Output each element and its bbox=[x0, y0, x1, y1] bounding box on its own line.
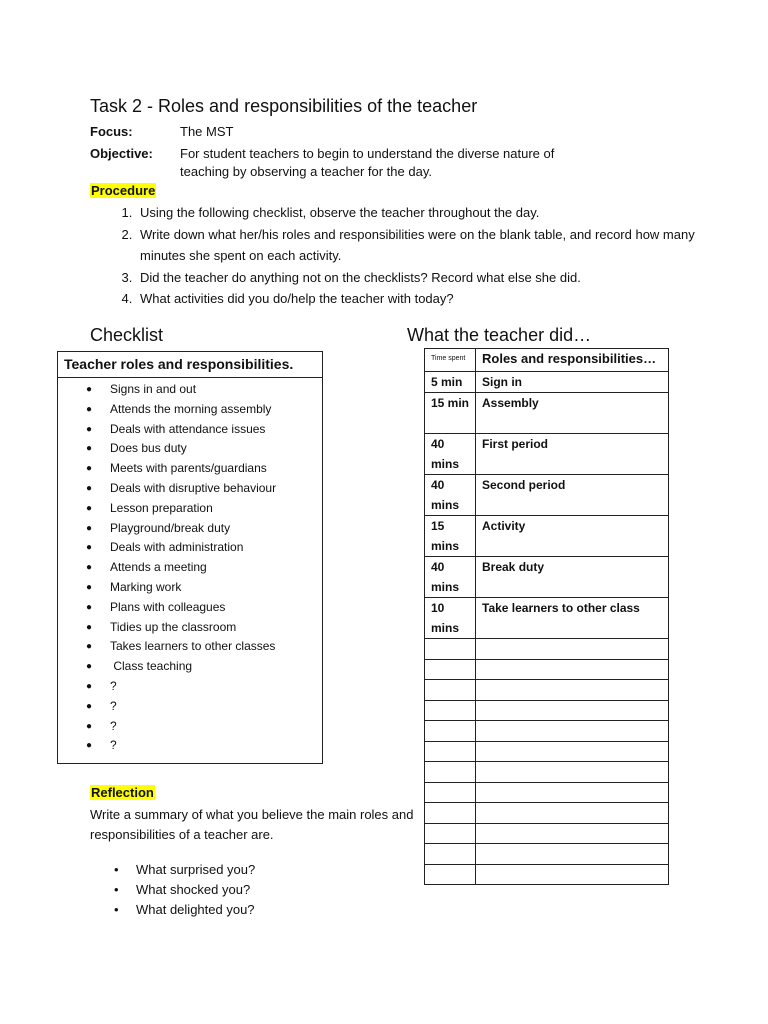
checklist-item bbox=[58, 677, 322, 697]
bullet-icon: ● bbox=[86, 562, 93, 574]
checklist-item bbox=[58, 736, 322, 756]
time-spent-header: Time spent bbox=[425, 349, 476, 372]
checklist-item bbox=[58, 618, 322, 638]
checklist-item-text: Class teaching bbox=[110, 659, 193, 674]
checklist-item bbox=[58, 578, 322, 598]
bullet-icon: ● bbox=[86, 680, 93, 692]
bullet-icon: • bbox=[114, 902, 119, 917]
table-row bbox=[425, 557, 669, 598]
reflection-questions bbox=[90, 860, 255, 920]
checklist-item bbox=[58, 439, 322, 459]
reflection-question bbox=[90, 900, 255, 920]
checklist-item-text: Plans with colleagues bbox=[110, 599, 226, 614]
blank-role-cell[interactable] bbox=[476, 700, 669, 721]
blank-time-cell[interactable] bbox=[425, 659, 476, 680]
blank-row bbox=[425, 762, 669, 783]
role-cell: Activity bbox=[476, 516, 669, 557]
checklist-item bbox=[58, 420, 322, 440]
blank-time-cell[interactable] bbox=[425, 721, 476, 742]
checklist-item bbox=[58, 499, 322, 519]
bullet-icon: ● bbox=[86, 384, 93, 395]
bullet-icon: ● bbox=[86, 720, 93, 732]
checklist-items bbox=[58, 378, 322, 756]
checklist-item-text: Tidies up the classroom bbox=[110, 619, 237, 634]
time-cell: 40 mins bbox=[425, 557, 476, 598]
checklist-item-text: ? bbox=[110, 698, 117, 713]
blank-row bbox=[425, 803, 669, 824]
time-cell: 5 min bbox=[425, 372, 476, 393]
blank-row bbox=[425, 659, 669, 680]
focus-label: Focus: bbox=[90, 124, 133, 139]
blank-time-cell[interactable] bbox=[425, 741, 476, 762]
reflection-question bbox=[90, 880, 255, 900]
reflection-label: Reflection bbox=[91, 785, 154, 800]
blank-row bbox=[425, 700, 669, 721]
bullet-icon: ● bbox=[86, 700, 93, 712]
checklist-item bbox=[58, 657, 322, 677]
blank-time-cell[interactable] bbox=[425, 803, 476, 824]
time-cell: 15 min bbox=[425, 393, 476, 434]
blank-row bbox=[425, 741, 669, 762]
blank-time-cell[interactable] bbox=[425, 782, 476, 803]
bullet-icon: ● bbox=[86, 403, 93, 415]
blank-role-cell[interactable] bbox=[476, 823, 669, 844]
bullet-icon: ● bbox=[86, 740, 93, 752]
table-header-row bbox=[425, 349, 669, 372]
time-cell: 15 mins bbox=[425, 516, 476, 557]
blank-role-cell[interactable] bbox=[476, 639, 669, 660]
reflection-text: Write a summary of what you believe the main roles and responsibilities of a teacher are. bbox=[90, 807, 414, 842]
bullet-icon: • bbox=[114, 862, 119, 877]
table-row bbox=[425, 516, 669, 557]
checklist-item-text: Lesson preparation bbox=[110, 500, 213, 515]
checklist-item bbox=[58, 519, 322, 539]
role-cell: Break duty bbox=[476, 557, 669, 598]
checklist-item bbox=[58, 538, 322, 558]
checklist-item-text: Playground/break duty bbox=[110, 520, 231, 535]
time-cell: 10 mins bbox=[425, 598, 476, 639]
reflection-heading bbox=[90, 785, 155, 801]
blank-time-cell[interactable] bbox=[425, 823, 476, 844]
checklist-item-text: Attends a meeting bbox=[110, 560, 207, 575]
bullet-icon: ● bbox=[86, 621, 93, 633]
blank-row bbox=[425, 864, 669, 885]
checklist-item bbox=[58, 479, 322, 499]
blank-role-cell[interactable] bbox=[476, 741, 669, 762]
blank-time-cell[interactable] bbox=[425, 762, 476, 783]
blank-role-cell[interactable] bbox=[476, 803, 669, 824]
checklist-item bbox=[58, 400, 322, 420]
checklist-item-text: ? bbox=[110, 738, 117, 753]
roles-header: Roles and responsibilities… bbox=[476, 349, 669, 372]
bullet-icon: ● bbox=[86, 641, 93, 653]
checklist-item-text: Signs in and out bbox=[110, 382, 197, 396]
procedure-heading bbox=[90, 183, 156, 199]
blank-row bbox=[425, 721, 669, 742]
role-cell: Assembly bbox=[476, 393, 669, 434]
checklist-item-text: ? bbox=[110, 678, 117, 693]
blank-row bbox=[425, 680, 669, 701]
blank-role-cell[interactable] bbox=[476, 721, 669, 742]
bullet-icon: ● bbox=[86, 661, 93, 673]
checklist-item-text: Deals with administration bbox=[110, 540, 244, 555]
blank-row bbox=[425, 823, 669, 844]
checklist-item bbox=[58, 459, 322, 479]
blank-time-cell[interactable] bbox=[425, 700, 476, 721]
table-row bbox=[425, 598, 669, 639]
objective-label: Objective: bbox=[90, 146, 153, 161]
blank-time-cell[interactable] bbox=[425, 639, 476, 660]
reflection-question bbox=[90, 860, 255, 880]
blank-time-cell[interactable] bbox=[425, 864, 476, 885]
table-row bbox=[425, 434, 669, 475]
checklist-box-title: Teacher roles and responsibilities. bbox=[58, 352, 322, 378]
table-row bbox=[425, 475, 669, 516]
checklist-item bbox=[58, 380, 322, 400]
blank-row bbox=[425, 782, 669, 803]
bullet-icon: ● bbox=[86, 601, 93, 613]
checklist-item bbox=[58, 598, 322, 618]
checklist-item-text: Deals with attendance issues bbox=[110, 421, 266, 436]
blank-time-cell[interactable] bbox=[425, 844, 476, 865]
checklist-item-text: Deals with disruptive behaviour bbox=[110, 480, 277, 495]
blank-role-cell[interactable] bbox=[476, 659, 669, 680]
objective-value-line2: teaching by observing a teacher for the day. bbox=[180, 164, 432, 179]
checklist-item-text: ? bbox=[110, 718, 117, 733]
procedure-list bbox=[90, 202, 736, 310]
procedure-step: 3. Did the teacher do anything not on the checklists? Record what else she did. bbox=[136, 267, 736, 289]
teacher-did-table bbox=[424, 348, 669, 885]
bullet-icon: ● bbox=[86, 463, 93, 475]
checklist-item bbox=[58, 697, 322, 717]
role-cell: Second period bbox=[476, 475, 669, 516]
checklist-item-text: Attends the morning assembly bbox=[110, 401, 272, 416]
time-cell: 40 mins bbox=[425, 434, 476, 475]
checklist-item-text: Meets with parents/guardians bbox=[110, 461, 267, 476]
procedure-step: 4. What activities did you do/help the teacher with today? bbox=[136, 288, 736, 310]
checklist-box bbox=[57, 351, 323, 764]
focus-value: The MST bbox=[180, 124, 234, 139]
role-cell: First period bbox=[476, 434, 669, 475]
blank-row bbox=[425, 639, 669, 660]
objective-value-line1: For student teachers to begin to understand the diverse nature of bbox=[180, 146, 555, 161]
bullet-icon: ● bbox=[86, 542, 93, 554]
blank-row bbox=[425, 844, 669, 865]
checklist-item-text: Does bus duty bbox=[110, 441, 187, 456]
checklist-item-text: Takes learners to other classes bbox=[110, 639, 276, 654]
reflection-question-text: What surprised you? bbox=[136, 862, 256, 877]
page-title: Task 2 - Roles and responsibilities of the teacher bbox=[90, 96, 478, 116]
bullet-icon: ● bbox=[86, 443, 93, 455]
teacher-did-heading: What the teacher did… bbox=[407, 325, 592, 345]
checklist-item-text: Marking work bbox=[110, 579, 182, 594]
blank-role-cell[interactable] bbox=[476, 844, 669, 865]
role-cell: Take learners to other class bbox=[476, 598, 669, 639]
bullet-icon: ● bbox=[86, 502, 93, 514]
blank-role-cell[interactable] bbox=[476, 680, 669, 701]
reflection-question-text: What shocked you? bbox=[136, 882, 251, 897]
table-row bbox=[425, 393, 669, 434]
checklist-item bbox=[58, 558, 322, 578]
checklist-item bbox=[58, 717, 322, 737]
bullet-icon: ● bbox=[86, 522, 93, 534]
blank-role-cell[interactable] bbox=[476, 762, 669, 783]
blank-time-cell[interactable] bbox=[425, 680, 476, 701]
bullet-icon: ● bbox=[86, 482, 93, 494]
table-row bbox=[425, 372, 669, 393]
blank-role-cell[interactable] bbox=[476, 864, 669, 885]
bullet-icon: ● bbox=[86, 423, 93, 435]
bullet-icon: • bbox=[114, 882, 119, 897]
reflection-question-text: What delighted you? bbox=[136, 902, 255, 917]
procedure-step: 1. Using the following checklist, observe the teacher throughout the day. bbox=[136, 202, 736, 224]
procedure-label: Procedure bbox=[91, 183, 156, 198]
checklist-item bbox=[58, 637, 322, 657]
bullet-icon: ● bbox=[86, 581, 93, 593]
role-cell: Sign in bbox=[476, 372, 669, 393]
procedure-step: 2. Write down what her/his roles and responsibilities were on the blank table, and record how many minutes she spent on each activity. bbox=[136, 224, 736, 267]
time-cell: 40 mins bbox=[425, 475, 476, 516]
blank-role-cell[interactable] bbox=[476, 782, 669, 803]
checklist-heading: Checklist bbox=[90, 325, 164, 345]
